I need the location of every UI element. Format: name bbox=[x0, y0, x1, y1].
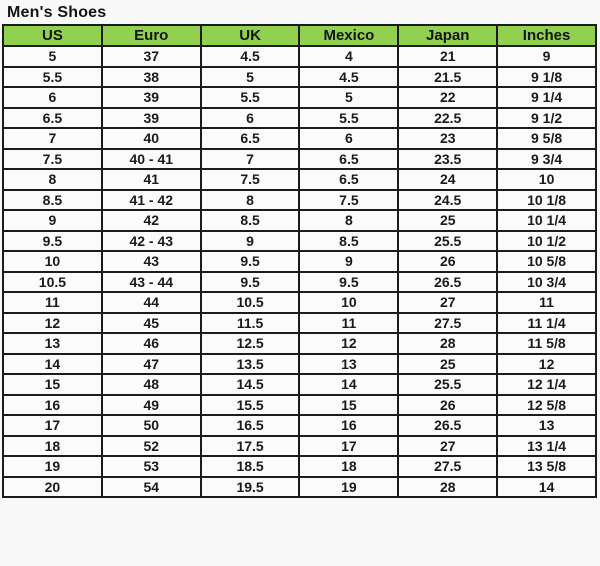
table-cell: 19.5 bbox=[201, 477, 300, 498]
table-cell: 13 bbox=[497, 415, 596, 436]
table-cell: 6 bbox=[299, 128, 398, 149]
table-cell: 22.5 bbox=[398, 108, 497, 129]
table-cell: 42 bbox=[102, 210, 201, 231]
table-row bbox=[3, 108, 596, 129]
table-cell: 6 bbox=[3, 87, 102, 108]
table-cell: 13 bbox=[3, 333, 102, 354]
table-cell: 18 bbox=[299, 456, 398, 477]
table-cell: 50 bbox=[102, 415, 201, 436]
table-cell: 12.5 bbox=[201, 333, 300, 354]
column-header-mexico: Mexico bbox=[299, 25, 398, 46]
table-cell: 4.5 bbox=[201, 46, 300, 67]
table-row bbox=[3, 251, 596, 272]
table-cell: 9 bbox=[497, 46, 596, 67]
table-header-row bbox=[3, 25, 596, 46]
table-cell: 9 bbox=[3, 210, 102, 231]
table-cell: 10 1/8 bbox=[497, 190, 596, 211]
table-cell: 25.5 bbox=[398, 231, 497, 252]
table-cell: 11 5/8 bbox=[497, 333, 596, 354]
table-header bbox=[3, 25, 596, 46]
table-cell: 41 bbox=[102, 169, 201, 190]
table-cell: 5.5 bbox=[201, 87, 300, 108]
table-cell: 19 bbox=[299, 477, 398, 498]
table-cell: 7.5 bbox=[201, 169, 300, 190]
table-cell: 44 bbox=[102, 292, 201, 313]
table-row bbox=[3, 333, 596, 354]
table-cell: 37 bbox=[102, 46, 201, 67]
table-cell: 9.5 bbox=[201, 272, 300, 293]
table-cell: 8 bbox=[201, 190, 300, 211]
table-cell: 10 bbox=[497, 169, 596, 190]
table-cell: 40 bbox=[102, 128, 201, 149]
table-row bbox=[3, 210, 596, 231]
table-cell: 13 5/8 bbox=[497, 456, 596, 477]
table-cell: 15 bbox=[3, 374, 102, 395]
table-cell: 24 bbox=[398, 169, 497, 190]
table-cell: 9.5 bbox=[3, 231, 102, 252]
table-row bbox=[3, 128, 596, 149]
table-cell: 16 bbox=[299, 415, 398, 436]
table-row bbox=[3, 436, 596, 457]
table-cell: 24.5 bbox=[398, 190, 497, 211]
table-cell: 17 bbox=[3, 415, 102, 436]
table-cell: 22 bbox=[398, 87, 497, 108]
table-cell: 54 bbox=[102, 477, 201, 498]
table-cell: 14.5 bbox=[201, 374, 300, 395]
table-cell: 12 1/4 bbox=[497, 374, 596, 395]
table-cell: 40 - 41 bbox=[102, 149, 201, 170]
table-cell: 8 bbox=[299, 210, 398, 231]
table-cell: 16 bbox=[3, 395, 102, 416]
table-cell: 9 bbox=[201, 231, 300, 252]
table-row bbox=[3, 87, 596, 108]
table-cell: 6.5 bbox=[299, 149, 398, 170]
table-cell: 7.5 bbox=[299, 190, 398, 211]
table-cell: 26.5 bbox=[398, 272, 497, 293]
table-row bbox=[3, 456, 596, 477]
table-row bbox=[3, 292, 596, 313]
table-cell: 25 bbox=[398, 210, 497, 231]
column-header-uk: UK bbox=[201, 25, 300, 46]
table-cell: 8 bbox=[3, 169, 102, 190]
column-header-us: US bbox=[3, 25, 102, 46]
table-cell: 11 bbox=[299, 313, 398, 334]
table-cell: 28 bbox=[398, 477, 497, 498]
table-cell: 49 bbox=[102, 395, 201, 416]
table-cell: 18.5 bbox=[201, 456, 300, 477]
table-cell: 8.5 bbox=[299, 231, 398, 252]
table-cell: 46 bbox=[102, 333, 201, 354]
table-cell: 15 bbox=[299, 395, 398, 416]
table-cell: 38 bbox=[102, 67, 201, 88]
table-cell: 12 bbox=[299, 333, 398, 354]
table-cell: 14 bbox=[299, 374, 398, 395]
table-row bbox=[3, 272, 596, 293]
table-cell: 6.5 bbox=[299, 169, 398, 190]
table-cell: 5 bbox=[299, 87, 398, 108]
table-cell: 10 1/2 bbox=[497, 231, 596, 252]
table-cell: 27.5 bbox=[398, 456, 497, 477]
table-cell: 17 bbox=[299, 436, 398, 457]
table-cell: 39 bbox=[102, 108, 201, 129]
table-cell: 6 bbox=[201, 108, 300, 129]
table-cell: 9 bbox=[299, 251, 398, 272]
table-cell: 8.5 bbox=[3, 190, 102, 211]
table-cell: 10.5 bbox=[201, 292, 300, 313]
table-cell: 25 bbox=[398, 354, 497, 375]
table-cell: 11 1/4 bbox=[497, 313, 596, 334]
table-cell: 10 bbox=[299, 292, 398, 313]
table-cell: 7 bbox=[201, 149, 300, 170]
table-cell: 5.5 bbox=[3, 67, 102, 88]
table-cell: 9 1/8 bbox=[497, 67, 596, 88]
table-cell: 43 - 44 bbox=[102, 272, 201, 293]
table-cell: 45 bbox=[102, 313, 201, 334]
table-cell: 5 bbox=[201, 67, 300, 88]
table-cell: 39 bbox=[102, 87, 201, 108]
table-cell: 12 bbox=[497, 354, 596, 375]
table-cell: 11 bbox=[497, 292, 596, 313]
table-cell: 26.5 bbox=[398, 415, 497, 436]
table-cell: 28 bbox=[398, 333, 497, 354]
table-cell: 16.5 bbox=[201, 415, 300, 436]
table-cell: 13 1/4 bbox=[497, 436, 596, 457]
page-title: Men's Shoes bbox=[7, 4, 107, 21]
table-cell: 25.5 bbox=[398, 374, 497, 395]
shoe-size-conversion-table bbox=[2, 24, 597, 498]
table-row bbox=[3, 313, 596, 334]
table-cell: 6.5 bbox=[201, 128, 300, 149]
table-cell: 10 1/4 bbox=[497, 210, 596, 231]
table-cell: 9 1/2 bbox=[497, 108, 596, 129]
table-cell: 15.5 bbox=[201, 395, 300, 416]
table-cell: 9.5 bbox=[299, 272, 398, 293]
table-cell: 12 5/8 bbox=[497, 395, 596, 416]
table-cell: 18 bbox=[3, 436, 102, 457]
table-row bbox=[3, 169, 596, 190]
table-row bbox=[3, 395, 596, 416]
table-cell: 4.5 bbox=[299, 67, 398, 88]
table-cell: 5 bbox=[3, 46, 102, 67]
table-cell: 48 bbox=[102, 374, 201, 395]
table-cell: 9 5/8 bbox=[497, 128, 596, 149]
table-cell: 52 bbox=[102, 436, 201, 457]
table-row bbox=[3, 190, 596, 211]
table-cell: 19 bbox=[3, 456, 102, 477]
table-cell: 14 bbox=[497, 477, 596, 498]
table-row bbox=[3, 46, 596, 67]
table-cell: 47 bbox=[102, 354, 201, 375]
table-cell: 21.5 bbox=[398, 67, 497, 88]
table-cell: 21 bbox=[398, 46, 497, 67]
table-cell: 11 bbox=[3, 292, 102, 313]
table-cell: 10 bbox=[3, 251, 102, 272]
table-cell: 43 bbox=[102, 251, 201, 272]
table-cell: 26 bbox=[398, 251, 497, 272]
table-cell: 13.5 bbox=[201, 354, 300, 375]
column-header-inches: Inches bbox=[497, 25, 596, 46]
table-cell: 27 bbox=[398, 436, 497, 457]
table-row bbox=[3, 149, 596, 170]
table-cell: 13 bbox=[299, 354, 398, 375]
table-cell: 42 - 43 bbox=[102, 231, 201, 252]
table-cell: 27.5 bbox=[398, 313, 497, 334]
table-cell: 17.5 bbox=[201, 436, 300, 457]
table-row bbox=[3, 67, 596, 88]
table-cell: 14 bbox=[3, 354, 102, 375]
table-cell: 23 bbox=[398, 128, 497, 149]
column-header-euro: Euro bbox=[102, 25, 201, 46]
table-cell: 10 3/4 bbox=[497, 272, 596, 293]
table-row bbox=[3, 354, 596, 375]
table-row bbox=[3, 415, 596, 436]
table-row bbox=[3, 477, 596, 498]
table-cell: 4 bbox=[299, 46, 398, 67]
table-cell: 53 bbox=[102, 456, 201, 477]
table-cell: 9.5 bbox=[201, 251, 300, 272]
table-cell: 11.5 bbox=[201, 313, 300, 334]
table-cell: 9 1/4 bbox=[497, 87, 596, 108]
table-cell: 5.5 bbox=[299, 108, 398, 129]
table-cell: 6.5 bbox=[3, 108, 102, 129]
table-cell: 26 bbox=[398, 395, 497, 416]
table-cell: 10 5/8 bbox=[497, 251, 596, 272]
table-cell: 9 3/4 bbox=[497, 149, 596, 170]
table-row bbox=[3, 374, 596, 395]
table-cell: 23.5 bbox=[398, 149, 497, 170]
table-cell: 12 bbox=[3, 313, 102, 334]
table-cell: 27 bbox=[398, 292, 497, 313]
column-header-japan: Japan bbox=[398, 25, 497, 46]
table-cell: 8.5 bbox=[201, 210, 300, 231]
table-body bbox=[3, 46, 596, 497]
table-cell: 41 - 42 bbox=[102, 190, 201, 211]
table-cell: 7 bbox=[3, 128, 102, 149]
table-row bbox=[3, 231, 596, 252]
table-cell: 7.5 bbox=[3, 149, 102, 170]
table-cell: 10.5 bbox=[3, 272, 102, 293]
table-cell: 20 bbox=[3, 477, 102, 498]
